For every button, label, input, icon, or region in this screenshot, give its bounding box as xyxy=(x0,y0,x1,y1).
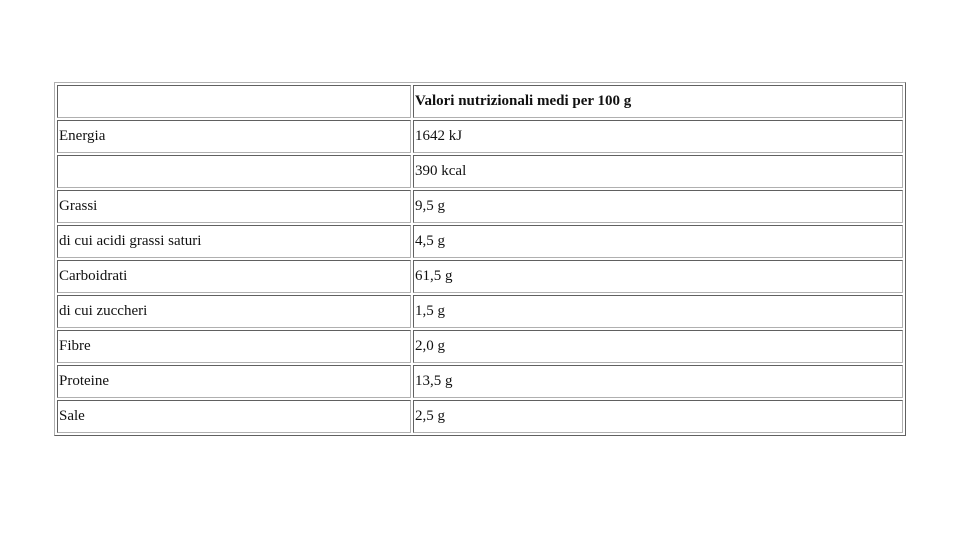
table-row xyxy=(57,155,903,188)
nutrient-value: 1642 kJ xyxy=(413,120,903,153)
table-row xyxy=(57,260,903,293)
table-row xyxy=(57,225,903,258)
table-row xyxy=(57,330,903,363)
nutrient-value: 1,5 g xyxy=(413,295,903,328)
nutrient-name: Proteine xyxy=(57,365,411,398)
nutrient-name: di cui acidi grassi saturi xyxy=(57,225,411,258)
nutrient-value: 390 kcal xyxy=(413,155,903,188)
nutrient-name: di cui zuccheri xyxy=(57,295,411,328)
table-row xyxy=(57,120,903,153)
nutrition-table xyxy=(54,82,906,436)
table-row xyxy=(57,295,903,328)
nutrient-value: 2,5 g xyxy=(413,400,903,433)
table-header-row xyxy=(57,85,903,118)
header-name-cell xyxy=(57,85,411,118)
nutrient-name xyxy=(57,155,411,188)
table-row xyxy=(57,400,903,433)
nutrient-name: Grassi xyxy=(57,190,411,223)
table-row xyxy=(57,190,903,223)
nutrient-value: 9,5 g xyxy=(413,190,903,223)
nutrient-value: 13,5 g xyxy=(413,365,903,398)
header-value-cell: Valori nutrizionali medi per 100 g xyxy=(413,85,903,118)
nutrient-name: Fibre xyxy=(57,330,411,363)
nutrient-value: 61,5 g xyxy=(413,260,903,293)
nutrient-name: Carboidrati xyxy=(57,260,411,293)
nutrient-value: 2,0 g xyxy=(413,330,903,363)
nutrient-value: 4,5 g xyxy=(413,225,903,258)
table-row xyxy=(57,365,903,398)
nutrient-name: Sale xyxy=(57,400,411,433)
nutrient-name: Energia xyxy=(57,120,411,153)
